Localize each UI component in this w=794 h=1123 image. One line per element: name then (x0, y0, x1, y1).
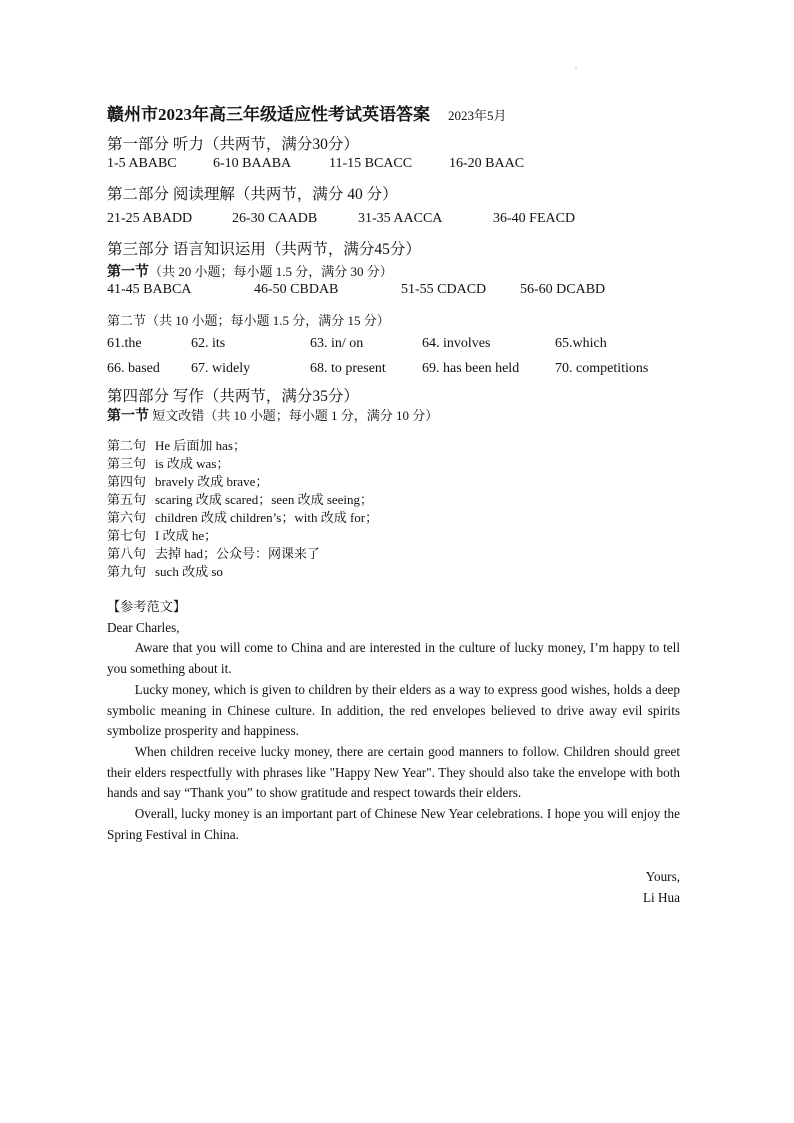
part3-heading: 第三部分 语言知识运用（共两节，满分45分） (107, 241, 421, 258)
correction-label: 第八句 (107, 546, 147, 561)
answer-group: 21-25 ABADD (107, 211, 193, 226)
essay-closing: Yours, (645, 869, 680, 884)
answer-item: 63. in/ on (310, 336, 364, 351)
correction-item (107, 455, 378, 473)
answer-item: 69. has been held (422, 361, 520, 376)
correction-text: I 改成 he； (155, 528, 218, 543)
title-date: 2023年5月 (448, 108, 507, 123)
section-note: （共 20 小题；每小题 1.5 分，满分 30 分） (149, 264, 393, 279)
correction-text: children 改成 children’s；with 改成 for； (155, 510, 379, 525)
correction-item (107, 491, 378, 509)
part1-heading: 第一部分 听力（共两节，满分30分） (107, 136, 359, 153)
correction-label: 第九句 (107, 564, 147, 579)
part3-section2-title: 第二节（共 10 小题；每小题 1.5 分，满分 15 分） (107, 313, 390, 328)
correction-text: bravely 改成 brave； (155, 474, 269, 489)
correction-text: such 改成 so (155, 564, 223, 579)
page-title (107, 100, 707, 125)
essay-heading: 【参考范文】 (107, 599, 187, 614)
correction-text: 去掉 had；公众号：网课来了 (155, 546, 321, 561)
answer-item: 70. competitions (555, 361, 649, 376)
answer-item: 67. widely (191, 361, 251, 376)
essay-paragraph: Overall, lucky money is an important part of Chinese New Year celebrations. I hope you will enjoy the Spring Festival in China. (107, 806, 680, 842)
answer-group: 16-20 BAAC (449, 156, 525, 171)
correction-text: scaring 改成 scared；seen 改成 seeing； (155, 492, 374, 507)
title-text: 赣州市2023年高三年级适应性考试英语答案 (107, 105, 430, 124)
part3-section1-title (107, 261, 393, 281)
answer-group: 31-35 AACCA (358, 211, 443, 226)
correction-item (107, 473, 378, 491)
corrections-list (107, 437, 378, 581)
answer-group: 11-15 BCACC (329, 156, 413, 171)
correction-item (107, 545, 378, 563)
section-note: 短文改错（共 10 小题；每小题 1 分，满分 10 分） (149, 408, 439, 423)
essay-greeting: Dear Charles, (107, 619, 180, 635)
part4-heading: 第四部分 写作（共两节，满分35分） (107, 388, 359, 405)
correction-label: 第六句 (107, 510, 147, 525)
correction-item (107, 527, 378, 545)
essay-paragraph: When children receive lucky money, there are certain good manners to follow. Children should greet their elders respectfully with phrases like "Happy New Year". They should also take the envelope with both hands and say “Thank you” to show gratitude and respect towards their elders. (107, 743, 680, 801)
correction-text: is 改成 was； (155, 456, 230, 471)
answer-group: 46-50 CBDAB (254, 282, 339, 297)
answer-group: 36-40 FEACD (493, 211, 576, 226)
essay-paragraph: Aware that you will come to China and are interested in the culture of lucky money, I’m happy to tell you something about it. (107, 640, 680, 677)
section-label: 第一节 (107, 409, 149, 424)
correction-item (107, 509, 378, 527)
essay-signature: Li Hua (643, 890, 680, 905)
essay-paragraph: Lucky money, which is given to children by their elders as a way to express good wishes, holds a deep symbolic meaning in Chinese culture. In addition, the red envelopes believed to drive away evil spirits symbolize prosperity and happiness. (107, 681, 680, 739)
correction-item (107, 437, 378, 455)
answer-group: 56-60 DCABD (520, 282, 606, 297)
answer-item: 68. to present (310, 361, 386, 376)
part4-section1-title (107, 405, 438, 425)
correction-label: 第三句 (107, 456, 147, 471)
correction-item (107, 563, 378, 581)
answer-group: 26-30 CAADB (232, 211, 318, 226)
answer-item: 66. based (107, 361, 160, 376)
answer-group: 1-5 ABABC (107, 156, 177, 171)
answer-group: 51-55 CDACD (401, 282, 487, 297)
answer-item: 61.the (107, 336, 142, 351)
answer-group: 41-45 BABCA (107, 282, 192, 297)
correction-label: 第七句 (107, 528, 147, 543)
correction-label: 第四句 (107, 474, 147, 489)
answer-item: 62. its (191, 336, 226, 351)
correction-label: 第二句 (107, 438, 147, 453)
answer-item: 65.which (555, 336, 607, 351)
correction-label: 第五句 (107, 492, 147, 507)
page-dot: . (575, 62, 577, 71)
part2-heading: 第二部分 阅读理解（共两节，满分 40 分） (107, 186, 398, 203)
correction-text: He 后面加 has； (155, 438, 246, 453)
model-essay (107, 597, 680, 845)
answer-group: 6-10 BAABA (213, 156, 292, 171)
section-label: 第一节 (107, 265, 149, 280)
answer-item: 64. involves (422, 336, 491, 351)
